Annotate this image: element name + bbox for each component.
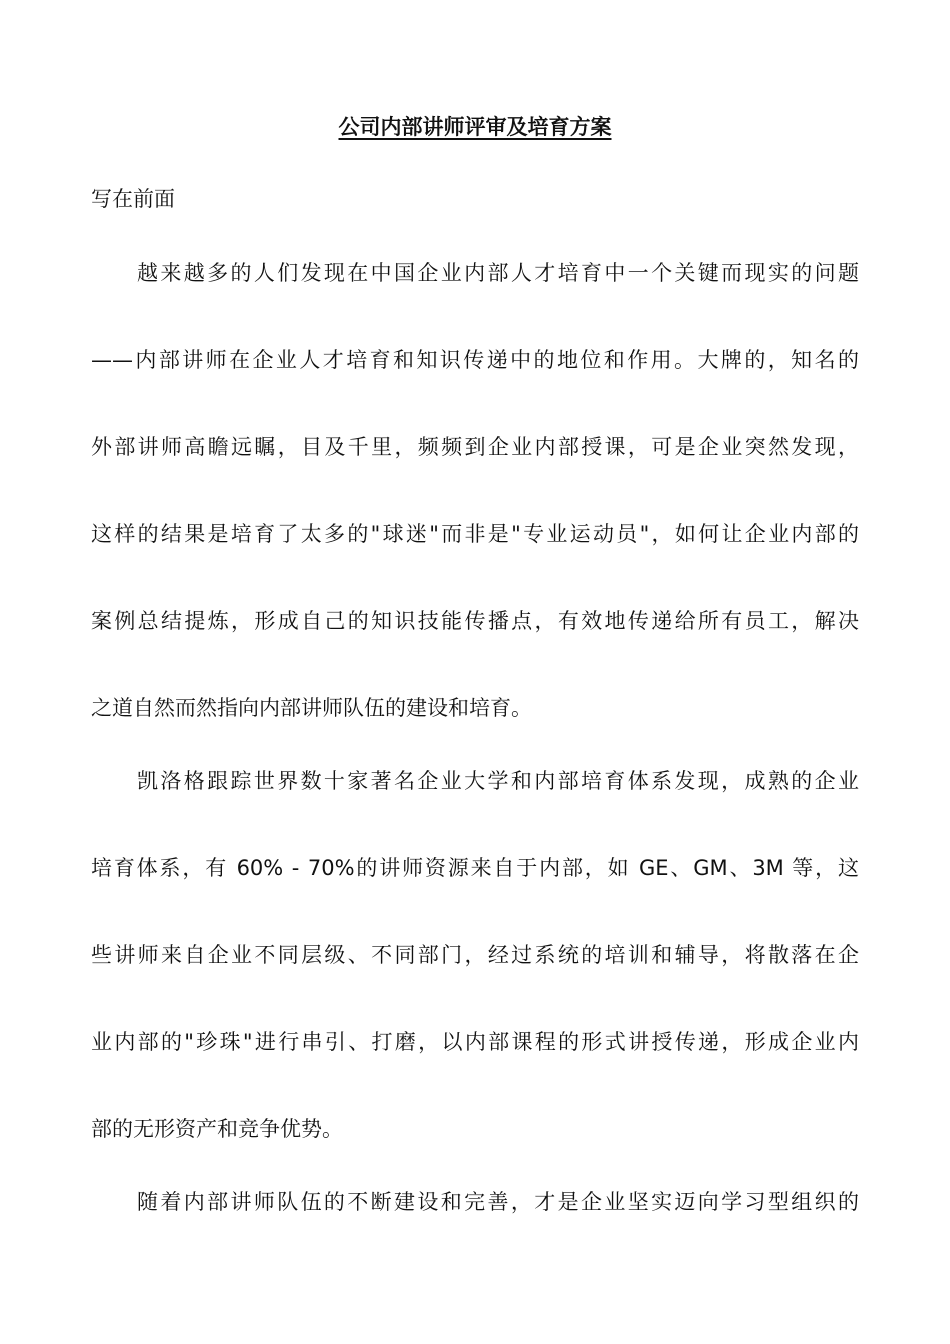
- paragraph-line: 业内部的"珍珠"进行串引、打磨，以内部课程的形式讲授传递，形成企业内: [91, 1030, 859, 1054]
- paragraph-line: 培育体系，有 60% - 70%的讲师资源来自于内部，如 GE、GM、3M 等，这: [91, 856, 859, 880]
- paragraph-line: ——内部讲师在企业人才培育和知识传递中的地位和作用。大牌的，知名的: [91, 348, 859, 372]
- paragraph-line: 部的无形资产和竞争优势。: [91, 1117, 343, 1141]
- paragraph-line: 外部讲师高瞻远瞩，目及千里，频频到企业内部授课，可是企业突然发现，: [91, 435, 859, 459]
- document-title: 公司内部讲师评审及培育方案: [338, 115, 612, 139]
- paragraph-line: 凯洛格跟踪世界数十家著名企业大学和内部培育体系发现，成熟的企业: [137, 769, 859, 793]
- paragraph-line: 这样的结果是培育了太多的"球迷"而非是"专业运动员"，如何让企业内部的: [91, 522, 859, 546]
- paragraph-line: 越来越多的人们发现在中国企业内部人才培育中一个关键而现实的问题: [137, 261, 859, 285]
- section-heading: 写在前面: [91, 187, 175, 211]
- paragraph-line: 之道自然而然指向内部讲师队伍的建设和培育。: [91, 696, 532, 720]
- paragraph-line: 些讲师来自企业不同层级、不同部门，经过系统的培训和辅导，将散落在企: [91, 943, 859, 967]
- paragraph-line: 案例总结提炼，形成自己的知识技能传播点，有效地传递给所有员工，解决: [91, 609, 859, 633]
- paragraph-line: 随着内部讲师队伍的不断建设和完善，才是企业坚实迈向学习型组织的: [137, 1190, 859, 1214]
